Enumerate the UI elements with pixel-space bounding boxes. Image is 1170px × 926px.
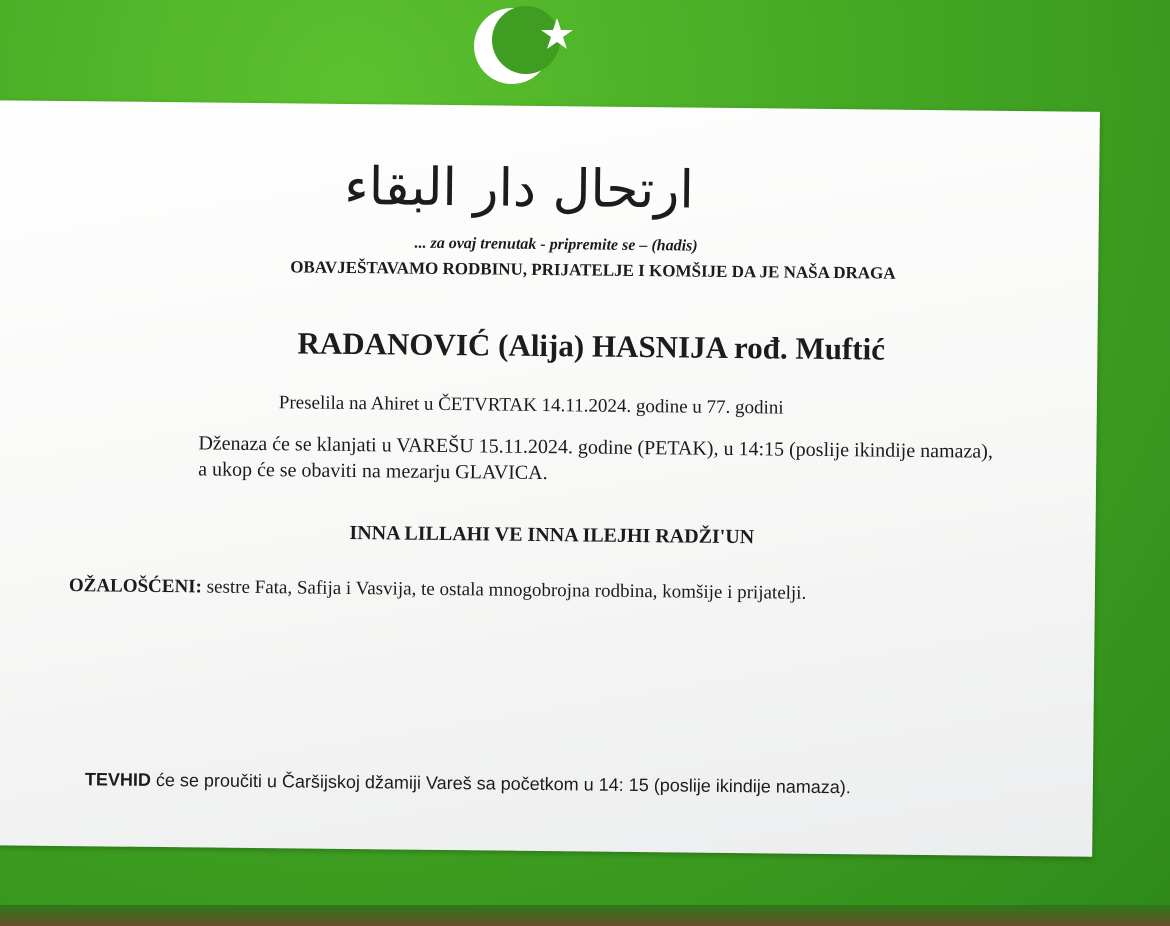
crescent-star-emblem — [470, 0, 580, 100]
mourners-label: OŽALOŠĆENI: — [68, 575, 203, 598]
funeral-notice-paper — [0, 100, 1100, 857]
hadith-subtitle: ... za ovaj trenutak - pripremite se – (hadis) — [414, 234, 698, 255]
announcement-heading: OBAVJEŠTAVAMO RODBINU, PRIJATELJE I KOMŠIJE DA JE NAŠA DRAGA — [290, 257, 896, 283]
funeral-details: Dženaza će se klanjati u VAREŠU 15.11.2024. godine (PETAK), u 14:15 (poslije ikindije namaza), a ukop će se obaviti na mezarju GLAVICA. — [198, 432, 994, 485]
board-bottom-edge — [0, 905, 1170, 926]
tevhid-line — [85, 769, 851, 798]
svg-text:ارتحال دار البقاء: ارتحال دار البقاء — [344, 156, 695, 221]
tevhid-text: će se proučiti u Čaršijskoj džamiji Vareš sa početkom u 14: 15 (poslije ikindije namaza). — [150, 769, 851, 798]
prayer-line: INNA LILLAHI VE INNA ILEJHI RADŽI'UN — [349, 521, 755, 549]
tevhid-label: TEVHID — [84, 769, 152, 790]
deceased-name: RADANOVIĆ (Alija) HASNIJA rođ. Muftić — [297, 325, 886, 367]
crescent-icon — [474, 6, 560, 84]
mourners-text: sestre Fata, Safija i Vasvija, te ostala mnogobrojna rodbina, komšije i prijatelji. — [201, 576, 807, 604]
passing-date-line: Preselila na Ahiret u ČETVRTAK 14.11.2024. godine u 77. godini — [278, 392, 784, 419]
arabic-calligraphy — [344, 134, 695, 237]
mourners-line — [69, 575, 807, 605]
